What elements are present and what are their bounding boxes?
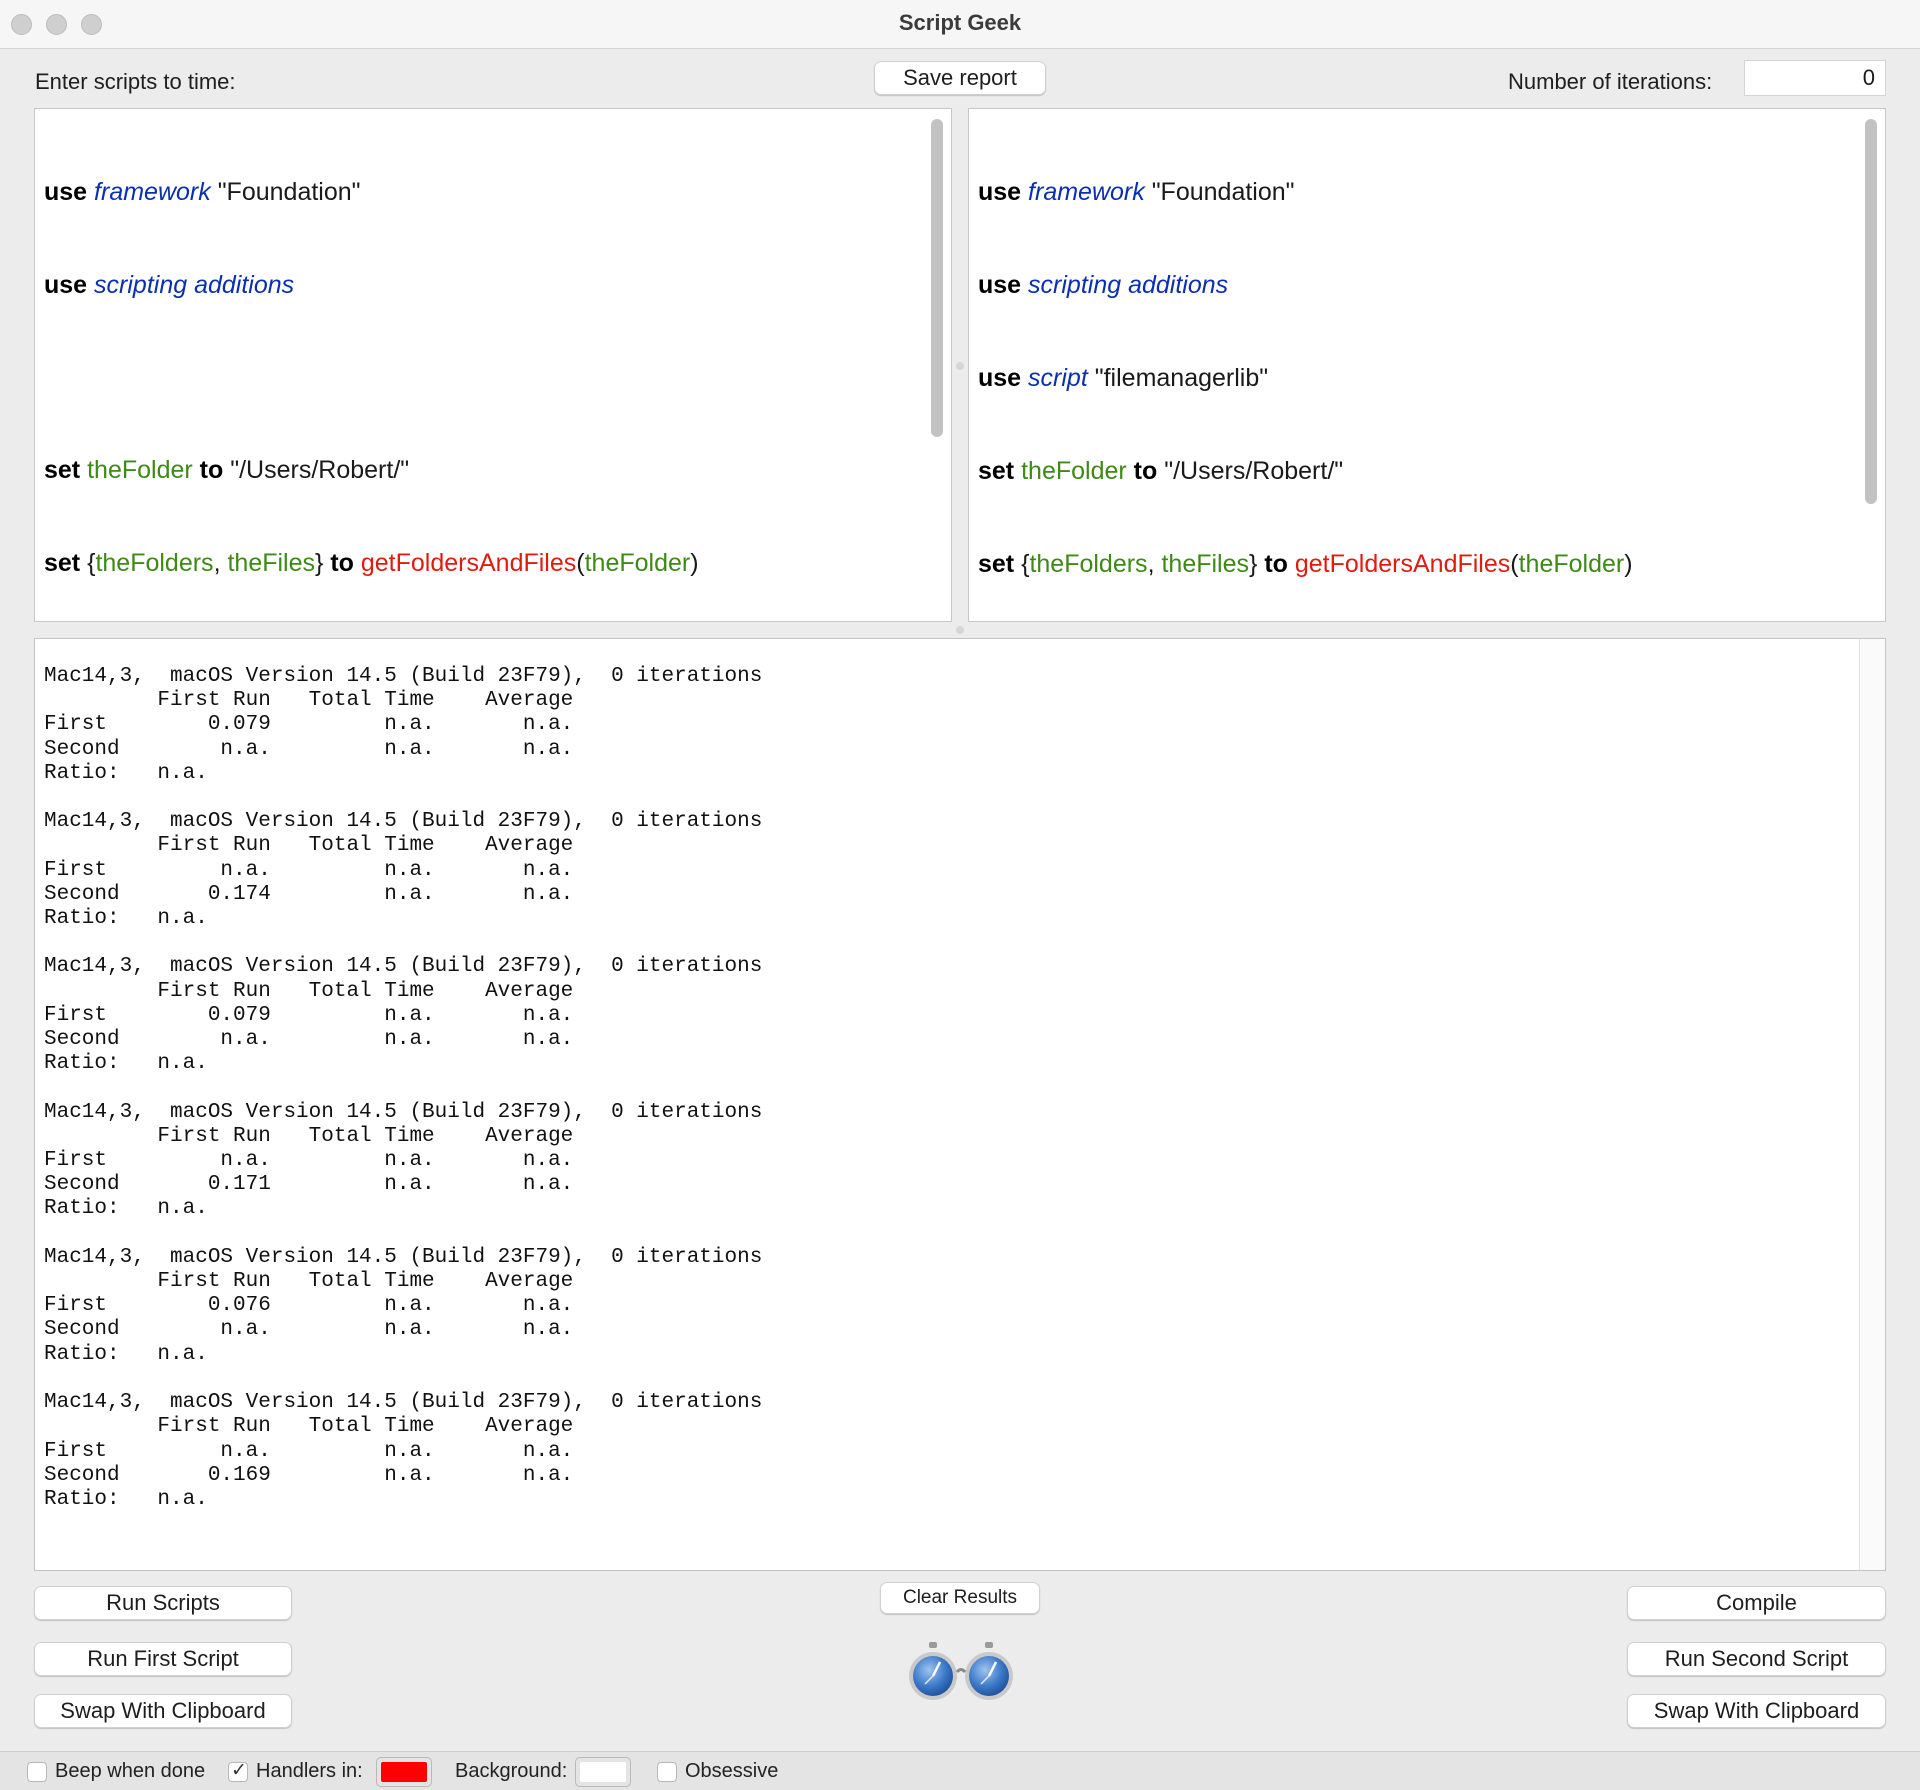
iterations-input[interactable]: 0 xyxy=(1744,60,1886,96)
script-first-code[interactable]: use framework "Foundation" use scripting additions set theFolder to "/Users/Robert/" set {theFolders, theFiles} to getFoldersAndFiles(theFolder) xyxy=(44,178,699,577)
options-bar xyxy=(0,1751,1920,1790)
script-second-code[interactable]: use framework "Foundation" use scripting additions use script "filemanagerlib" set theFolder to "/Users/Robert/" set {theFolders, theFiles} to getFoldersAndFiles(theFolder) xyxy=(978,178,1633,578)
script-first-scrollbar[interactable] xyxy=(931,119,943,437)
obsessive-label: Obsessive xyxy=(685,1760,779,1782)
script-second-scrollbar[interactable] xyxy=(1865,119,1877,504)
save-report-button[interactable]: Save report xyxy=(874,61,1046,95)
swap-clipboard-first-button[interactable]: Swap With Clipboard xyxy=(34,1694,292,1728)
obsessive-checkbox[interactable] xyxy=(657,1762,677,1782)
script-editor-second[interactable] xyxy=(968,108,1886,622)
handlers-label: Handlers in: xyxy=(256,1760,363,1782)
horizontal-splitter-handle[interactable] xyxy=(956,626,964,634)
background-color-well[interactable] xyxy=(575,1757,631,1787)
results-text: Mac14,3, macOS Version 14.5 (Build 23F79), 0 iterations First Run Total Time Average First 0.079 n.a. n.a. Second n.a. n.a. n.a. Ratio: n.a. Mac14,3, macOS Version 14.5 (Build 23F79), 0 iterations First Run Total Time Average First n.a. n.a. n.a. Second 0.174 n.a. n.a. Ratio: n.a. Mac14,3, macOS Version 14.5 (Build 23F79), 0 iterations First Run Total Time Average First 0.079 n.a. n.a. Second n.a. n.a. n.a. Ratio: n.a. Mac14,3, macOS Version 14.5 (Build 23F79), 0 iterations First Run Total Time Average First n.a. n.a. n.a. Second 0.171 n.a. n.a. Ratio: n.a. Mac14,3, macOS Version 14.5 (Build 23F79), 0 iterations First Run Total Time Average First 0.076 n.a. n.a. Second n.a. n.a. n.a. Ratio: n.a. Mac14,3, macOS Version 14.5 (Build 23F79), 0 iterations First Run Total Time Average First n.a. n.a. n.a. Second 0.169 n.a. n.a. Ratio: n.a. xyxy=(44,665,763,1511)
window-title: Script Geek xyxy=(898,10,1022,35)
results-scrollbar[interactable] xyxy=(1859,639,1885,1570)
compile-button[interactable]: Compile xyxy=(1627,1586,1886,1620)
clear-results-button[interactable]: Clear Results xyxy=(880,1582,1040,1614)
enter-scripts-label: Enter scripts to time: xyxy=(35,69,236,94)
run-second-script-button[interactable]: Run Second Script xyxy=(1627,1642,1886,1676)
title-bar xyxy=(0,0,1920,49)
beep-checkbox[interactable] xyxy=(27,1762,47,1782)
run-first-script-button[interactable]: Run First Script xyxy=(34,1642,292,1676)
beep-label: Beep when done xyxy=(55,1760,206,1782)
vertical-splitter-handle[interactable] xyxy=(956,362,964,370)
iterations-label: Number of iterations: xyxy=(1508,69,1713,94)
run-scripts-button[interactable]: Run Scripts xyxy=(34,1586,292,1620)
results-view[interactable] xyxy=(34,638,1886,1571)
script-editor-first[interactable] xyxy=(34,108,952,622)
swap-clipboard-second-button[interactable]: Swap With Clipboard xyxy=(1627,1694,1886,1728)
handlers-color-well[interactable] xyxy=(376,1757,432,1787)
background-label: Background: xyxy=(455,1760,568,1782)
handlers-checkbox[interactable] xyxy=(228,1762,248,1782)
stopwatch-glasses-icon xyxy=(905,1640,1015,1706)
